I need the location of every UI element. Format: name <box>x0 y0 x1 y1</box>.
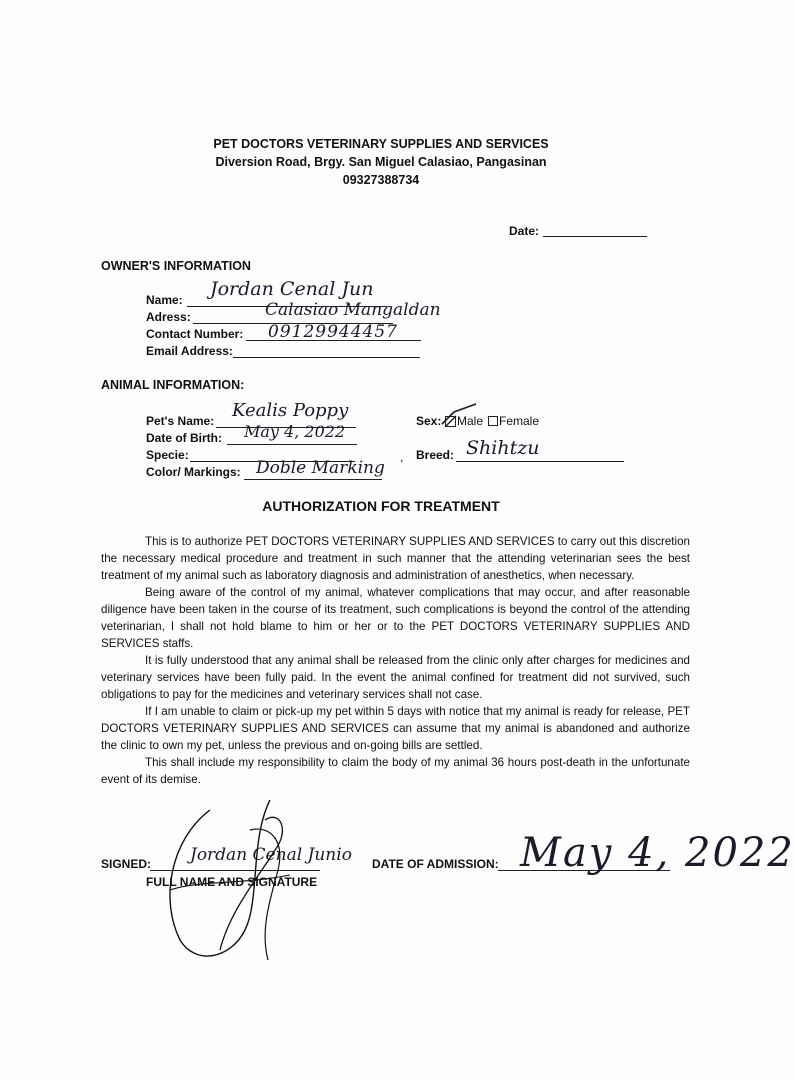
paragraph-4: If I am unable to claim or pick-up my pet within 5 days with notice that my animal is ready for release, PET DOCTORS VETERINARY SUPPLIES AND SERVICES can assume that my animal is abandoned and authorize the clinic to own my pet, unless the previous and on-going bills are settled. <box>101 705 690 752</box>
date-of-admission-handwriting: May 4, 2022 <box>520 830 795 876</box>
sex-male-text: Male <box>457 414 484 428</box>
owner-address-handwriting: Calasiao Mangaldan <box>265 300 441 320</box>
breed-label: Breed: <box>416 448 455 462</box>
owner-section-title: OWNER'S INFORMATION <box>101 259 251 273</box>
color-markings-label: Color/ Markings: <box>146 465 241 479</box>
stray-comma: , <box>400 450 404 464</box>
clinic-phone: 09327388734 <box>342 173 420 187</box>
animal-section-title: ANIMAL INFORMATION: <box>101 378 245 392</box>
contact-number-label: Contact Number: <box>146 327 244 341</box>
date-of-admission-label: DATE OF ADMISSION: <box>372 857 499 871</box>
email-line <box>233 357 420 358</box>
clinic-address: Diversion Road, Brgy. San Miguel Calasiao, Pangasinan <box>215 155 547 169</box>
paragraph-1: This is to authorize PET DOCTORS VETERINARY SUPPLIES AND SERVICES to carry out this discretion the necessary medical procedure and treatment in such manner that the attending veterinarian sees the best treatment of my animal such as laboratory diagnosis and administration of anesthetics, when necessary. <box>101 535 690 582</box>
sex-female-checkbox[interactable] <box>488 416 498 426</box>
color-markings-handwriting: Doble Marking <box>256 458 385 478</box>
signed-label: SIGNED: <box>101 857 152 871</box>
pet-name-handwriting: Kealis Poppy <box>232 400 349 421</box>
dob-line <box>227 444 357 445</box>
paragraph-2: Being aware of the control of my animal, whatever complications that may occur, and after reasonable diligence have been taken in the course of its treatment, such complications is beyond the control of the attending veterinarian, I shall not hold blame to him or her or to the PET DOCTORS VETERINARY SUPPLIES AND SERVICES staffs. <box>101 586 690 650</box>
contact-number-handwriting: 09129944457 <box>268 322 398 342</box>
paragraph-5: This shall include my responsibility to claim the body of my animal 36 hours post-death in the unfortunate event of its demise. <box>101 756 690 786</box>
specie-label: Specie: <box>146 448 189 462</box>
full-name-signature-label: FULL NAME AND SIGNATURE <box>146 875 318 889</box>
dob-label: Date of Birth: <box>146 431 222 445</box>
paragraph-3: It is fully understood that any animal shall be released from the clinic only after charges for medicines and veterinary services have been fully paid. In the event the animal confined for treatment did not survived, such obligations to pay for the medicines and veterinary services shall not case. <box>101 654 690 701</box>
owner-name-handwriting: Jordan Cenal Jun <box>210 278 374 300</box>
color-markings-line <box>244 479 382 480</box>
sex-label: Sex: <box>416 414 442 428</box>
date-line <box>543 236 647 237</box>
pet-name-label: Pet's Name: <box>146 414 215 428</box>
authorization-title: AUTHORIZATION FOR TREATMENT <box>262 498 500 514</box>
owner-name-label: Name: <box>146 293 183 307</box>
date-label: Date: <box>509 224 540 238</box>
breed-line <box>456 461 624 462</box>
authorization-body <box>101 533 690 788</box>
breed-handwriting: Shihtzu <box>466 437 540 459</box>
signature-scribble <box>150 780 330 970</box>
email-label: Email Address: <box>146 344 233 358</box>
owner-address-label: Adress: <box>146 310 191 324</box>
signed-handwriting: Jordan Cenal Junio <box>190 845 352 865</box>
clinic-name: PET DOCTORS VETERINARY SUPPLIES AND SERVICES <box>213 137 549 151</box>
dob-handwriting: May 4, 2022 <box>244 422 346 441</box>
sex-female-text: Female <box>499 414 540 428</box>
